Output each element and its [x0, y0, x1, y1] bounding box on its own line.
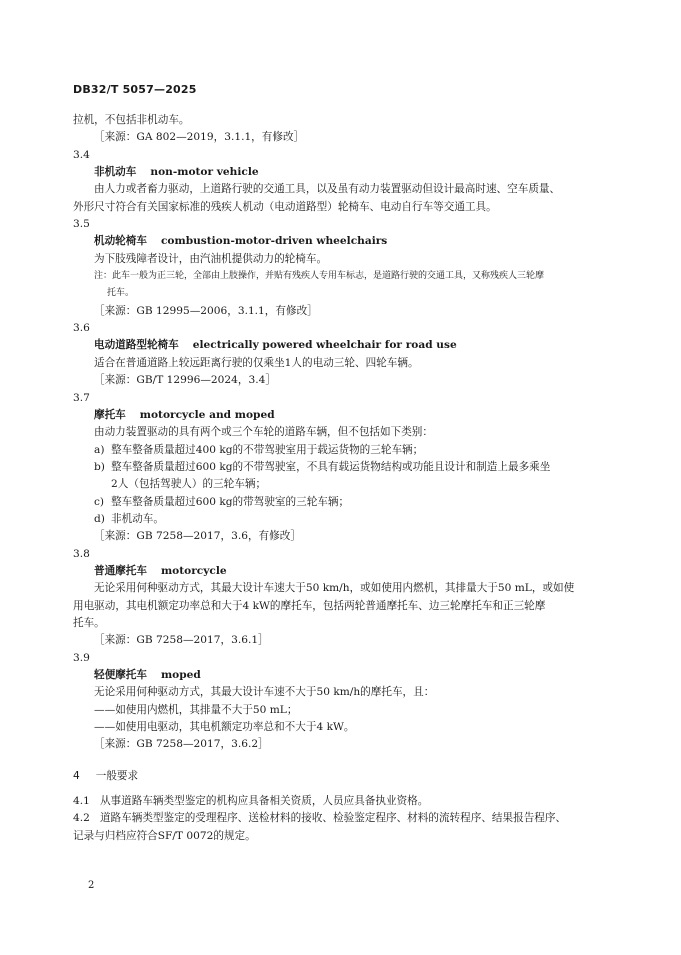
text-line: 托车。 — [73, 616, 105, 629]
term-en: non-motor vehicle — [150, 166, 259, 179]
term-cn: 电动道路型轮椅车 — [94, 339, 179, 352]
source-note: ［来源：GB/T 12996—2024，3.4］ — [94, 374, 276, 387]
list-text: 整车整备质量超过600 kg的带驾驶室的三轮车辆； — [111, 495, 350, 508]
term-en: combustion-motor-driven wheelchairs — [160, 235, 388, 248]
content-body — [73, 112, 609, 845]
list-label: d) — [94, 512, 105, 525]
text-line: 外形尺寸符合有关国家标准的残疾人机动（电动道路型）轮椅车、电动自行车等交通工具。 — [73, 200, 497, 213]
list-label: c) — [94, 495, 105, 508]
text-line: 由人力或者畜力驱动，上道路行驶的交通工具，以及虽有动力装置驱动但设计最高时速、空车质量、 — [94, 183, 561, 196]
note-line: 注：此车一般为正三轮，全部由上肢操作，并贴有残疾人专用车标志，是道路行驶的交通工具，又称残疾人三轮摩 — [94, 271, 545, 282]
term-heading — [73, 164, 609, 181]
term-en: motorcycle and moped — [139, 408, 275, 421]
clause — [73, 793, 609, 810]
clause-text: 从事道路车辆类型鉴定的机构应具备相关资质，人员应具备执业资格。 — [99, 795, 429, 808]
list-item — [73, 442, 609, 459]
section-number: 4 — [73, 769, 80, 782]
section-title: 一般要求 — [95, 769, 139, 782]
list-text: 非机动车。 — [111, 512, 164, 525]
text-line: 由动力装置驱动的具有两个或三个车轮的道路车辆，但不包括如下类别： — [94, 426, 433, 439]
text-line: 为下肢残障者设计，由汽油机提供动力的轮椅车。 — [94, 252, 328, 265]
term-number: 3.7 — [73, 391, 90, 404]
term-number: 3.9 — [73, 651, 90, 664]
source-note: ［来源：GB 12995—2006，3.1.1，有修改］ — [94, 304, 318, 317]
list-label: b) — [94, 460, 105, 473]
source-note: ［来源：GA 802—2019，3.1.1，有修改］ — [94, 131, 305, 144]
text-line: 无论采用何种驱动方式，其最大设计车速大于50 km/h，或如使用内燃机，其排量大于50 mL，或如使 — [94, 582, 575, 595]
term-cn: 普通摩托车 — [94, 564, 147, 577]
term-heading — [73, 407, 609, 424]
list-item — [73, 494, 609, 511]
text-line: 用电驱动，其电机额定功率总和大于4 kW的摩托车，包括两轮普通摩托车、边三轮摩托车和正三轮摩 — [73, 599, 546, 612]
dash-item: ——如使用电驱动，其电机额定功率总和不大于4 kW。 — [94, 721, 355, 734]
text-line: 适合在普通道路上较远距离行驶的仅乘坐1人的电动三轮、四轮车辆。 — [94, 356, 419, 369]
term-en: motorcycle — [160, 564, 227, 577]
source-note: ［来源：GB 7258—2017，3.6，有修改］ — [94, 530, 301, 543]
page-number: 2 — [88, 880, 95, 891]
term-en: moped — [160, 669, 201, 681]
note-line: 托车。 — [107, 288, 135, 299]
clause — [73, 810, 609, 827]
text-line: 拉机，不包括非机动车。 — [73, 114, 190, 126]
source-note: ［来源：GB 7258—2017，3.6.2］ — [94, 738, 269, 751]
list-text-continued: 2人（包括驾驶人）的三轮车辆； — [111, 478, 267, 491]
list-item — [73, 459, 609, 476]
text-line: 无论采用何种驱动方式，其最大设计车速不大于50 km/h的摩托车，且： — [94, 686, 435, 699]
clause-text: 道路车辆类型鉴定的受理程序、送检材料的接收、检验鉴定程序、材料的流转程序、结果报告程序、 — [99, 812, 567, 825]
term-heading — [73, 667, 609, 684]
term-number: 3.5 — [73, 218, 90, 231]
term-number: 3.6 — [73, 322, 90, 335]
term-heading — [73, 337, 609, 354]
term-cn: 机动轮椅车 — [94, 235, 147, 248]
list-text: 整车整备质量超过400 kg的不带驾驶室用于载运货物的三轮车辆； — [111, 443, 424, 456]
document-code: DB32/T 5057—2025 — [73, 83, 197, 96]
dash-item: ——如使用内燃机，其排量不大于50 mL； — [94, 703, 298, 716]
clause-number: 4.2 — [73, 812, 90, 825]
list-label: a) — [94, 443, 105, 456]
term-en: electrically powered wheelchair for road use — [192, 339, 457, 352]
list-item — [73, 511, 609, 528]
term-cn: 非机动车 — [94, 166, 137, 179]
list-text: 整车整备质量超过600 kg的不带驾驶室，不具有载运货物结构或功能且设计和制造上最多乘坐 — [111, 460, 551, 473]
term-number: 3.8 — [73, 547, 90, 560]
term-heading — [73, 233, 609, 250]
section-heading — [73, 768, 609, 785]
clause-number: 4.1 — [73, 795, 90, 808]
source-note: ［来源：GB 7258—2017，3.6.1］ — [94, 634, 269, 647]
term-heading — [73, 563, 609, 580]
text-line: 记录与归档应符合SF/T 0072的规定。 — [73, 829, 256, 842]
term-number: 3.4 — [73, 148, 90, 161]
term-cn: 轻便摩托车 — [94, 669, 147, 681]
term-cn: 摩托车 — [94, 408, 126, 421]
